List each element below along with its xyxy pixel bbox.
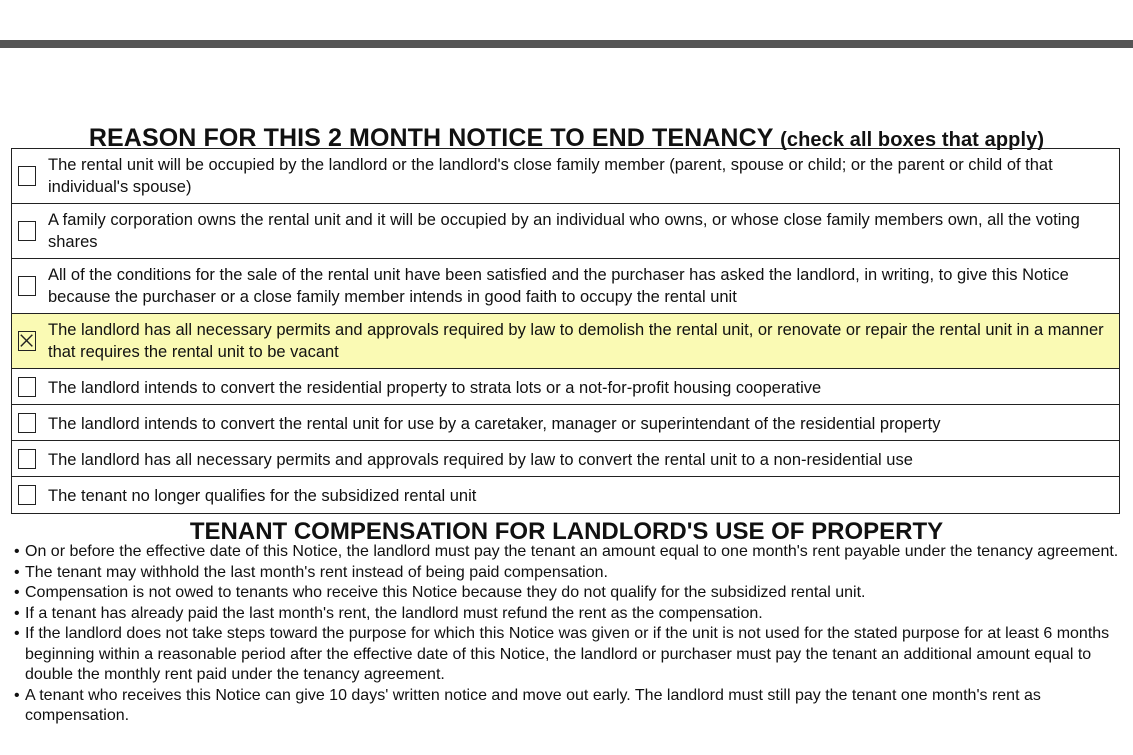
list-item-text: Compensation is not owed to tenants who receive this Notice because they do not qualify for the subsidized rental unit.: [25, 584, 866, 601]
checkmark-x-icon: [19, 332, 35, 350]
list-item: [14, 604, 1119, 625]
list-item-text: The tenant may withhold the last month's rent instead of being paid compensation.: [25, 563, 608, 581]
bullet: •: [14, 625, 20, 642]
reason-checkbox-strata[interactable]: [18, 377, 36, 397]
reason-row-family-corporation: [12, 204, 1119, 259]
reason-text: The tenant no longer qualifies for the subsidized rental unit: [48, 487, 477, 505]
reason-row-subsidized: [12, 477, 1119, 513]
reason-checkbox-subsidized[interactable]: [18, 485, 36, 505]
reason-text: The landlord has all necessary permits and approvals required by law to demolish the rental unit, or renovate or repair the rental unit in a manner that requires the rental unit to be vacant: [48, 321, 1104, 361]
reason-heading-main: REASON FOR THIS 2 MONTH NOTICE TO END TENANCY: [88, 124, 774, 152]
reason-checkbox-sale[interactable]: [18, 276, 36, 296]
list-item: [14, 686, 1119, 727]
reason-text: The landlord intends to convert the residential property to strata lots or a not-for-profit housing cooperative: [48, 379, 822, 397]
reason-checkbox-demolish-renovate[interactable]: [18, 331, 36, 351]
reason-checklist: [11, 148, 1120, 514]
reason-heading-sub: (check all boxes that apply): [780, 129, 1045, 151]
list-item-text: If the landlord does not take steps toward the purpose for which this Notice was given or if the unit is not used for the stated purpose for at least 6 months beginning within a reasonable period after the effective date of this Notice, the landlord or purchaser must pay the tenant an additional amount equal to double the monthly rent paid under the tenancy agreement.: [25, 625, 1110, 683]
list-item-text: On or before the effective date of this Notice, the landlord must pay the tenant an amount equal to one month's rent payable under the tenancy agreement.: [25, 543, 1119, 560]
reason-checkbox-family-corporation[interactable]: [18, 221, 36, 241]
list-item: [14, 542, 1119, 563]
reason-row-demolish-renovate: [12, 314, 1119, 369]
reason-row-non-residential: [12, 441, 1119, 477]
list-item-text: A tenant who receives this Notice can give 10 days' written notice and move out early. The landlord must still pay the tenant one month's rent as compensation.: [25, 686, 1041, 724]
reason-checkbox-caretaker[interactable]: [18, 413, 36, 433]
list-item: [14, 583, 1119, 604]
bullet: •: [14, 563, 20, 581]
bullet: •: [14, 686, 20, 704]
reason-row-sale: [12, 259, 1119, 314]
top-divider: [0, 40, 1133, 48]
compensation-heading: TENANT COMPENSATION FOR LANDLORD'S USE OF PROPERTY: [189, 518, 944, 545]
reason-row-strata: [12, 369, 1119, 405]
list-item-text: If a tenant has already paid the last month's rent, the landlord must refund the rent as the compensation.: [25, 604, 763, 622]
list-item: [14, 624, 1119, 686]
reason-text: The landlord intends to convert the rental unit for use by a caretaker, manager or superintendant of the residential property: [48, 415, 941, 433]
bullet: •: [14, 604, 20, 622]
reason-text: All of the conditions for the sale of the rental unit have been satisfied and the purchaser has asked the landlord, in writing, to give this Notice because the purchaser or a close family member intends in good faith to occupy the rental unit: [48, 266, 1069, 306]
compensation-list: [14, 542, 1119, 727]
bullet: •: [14, 584, 20, 601]
reason-text: A family corporation owns the rental unit and it will be occupied by an individual who owns, or whose close family members own, all the voting shares: [48, 211, 1080, 251]
reason-checkbox-family-occupy[interactable]: [18, 166, 36, 186]
reason-checkbox-non-residential[interactable]: [18, 449, 36, 469]
reason-row-caretaker: [12, 405, 1119, 441]
reason-text: The rental unit will be occupied by the landlord or the landlord's close family member (parent, spouse or child; or the parent or child of that individual's spouse): [48, 156, 1053, 196]
reason-row-family-occupy: [12, 149, 1119, 204]
reason-text: The landlord has all necessary permits and approvals required by law to convert the rental unit to a non-residential use: [48, 451, 913, 469]
list-item: [14, 563, 1119, 584]
bullet: •: [14, 543, 20, 560]
